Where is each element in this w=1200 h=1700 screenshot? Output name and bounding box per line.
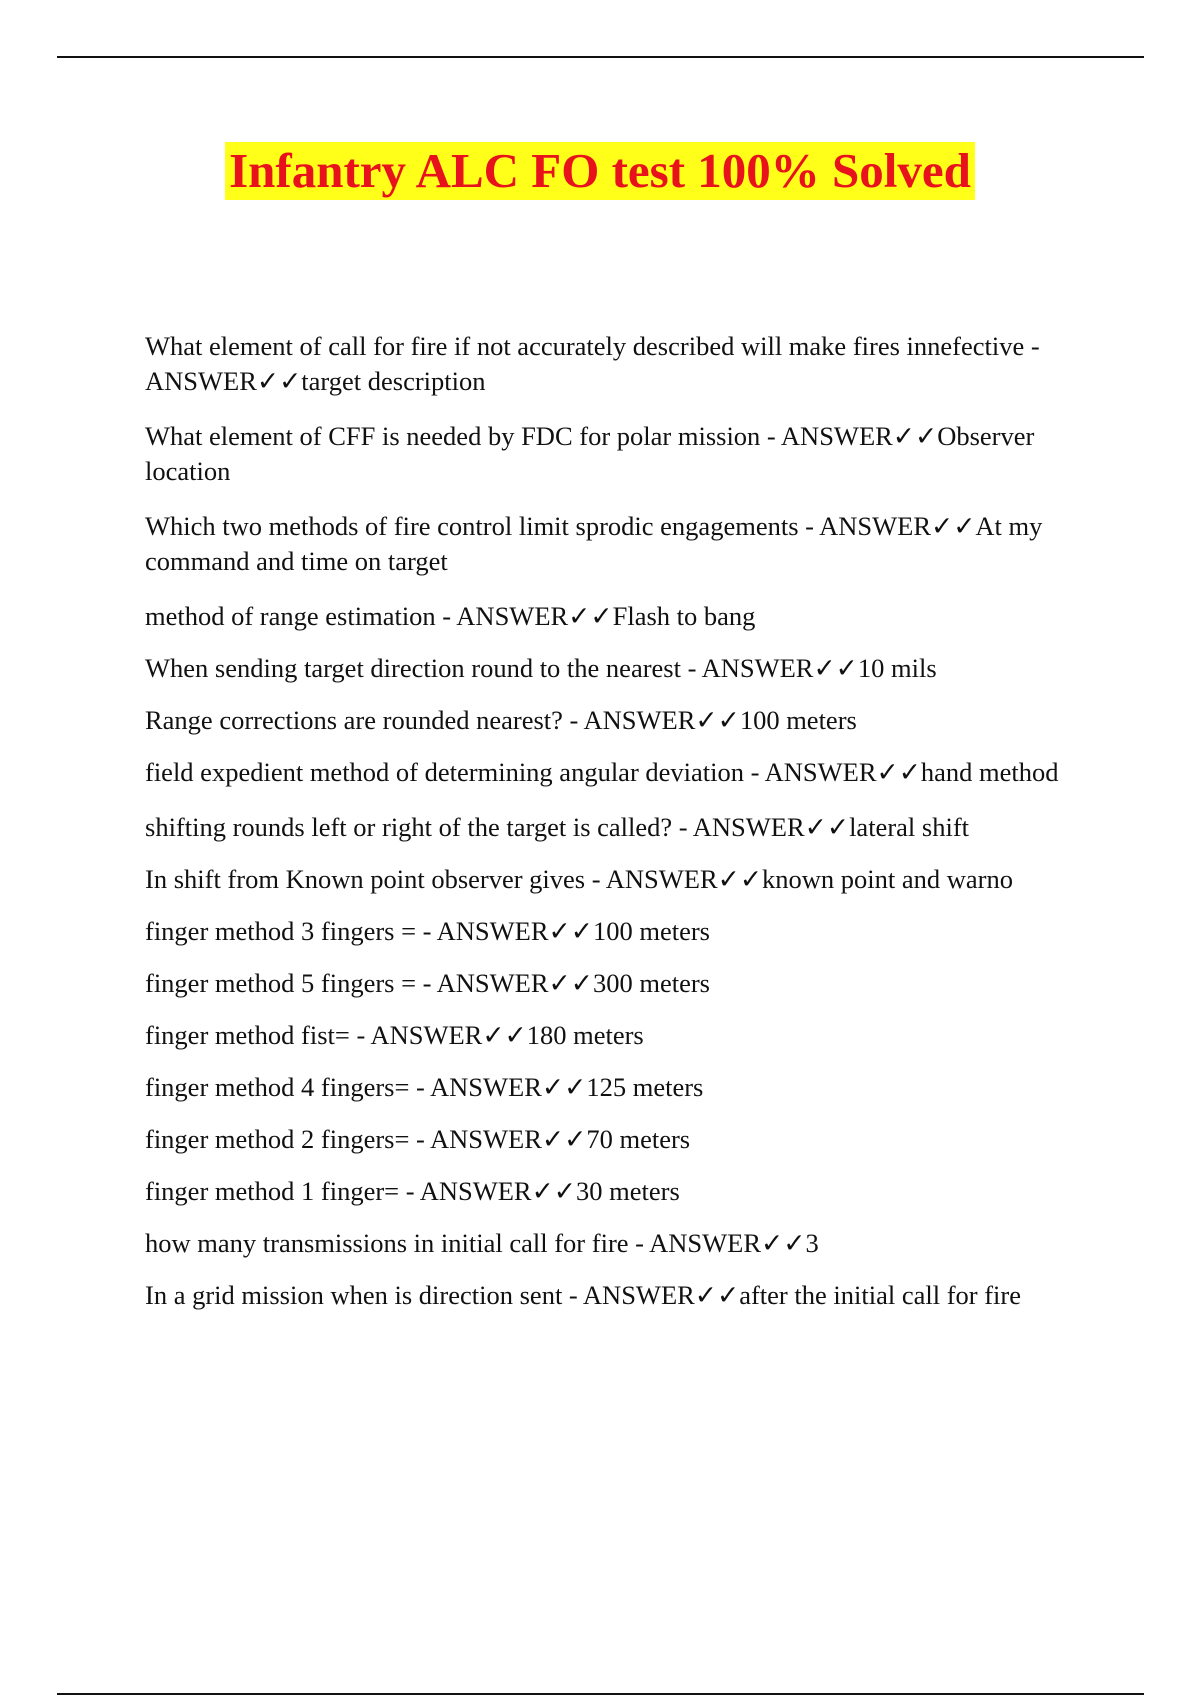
qa-item: field expedient method of determining angular deviation - ANSWER✓✓hand method: [145, 757, 1059, 787]
bottom-rule: [57, 1693, 1144, 1695]
qa-list: [145, 329, 1085, 1330]
qa-item: In a grid mission when is direction sent - ANSWER✓✓after the initial call for fire: [145, 1280, 1022, 1310]
qa-item: When sending target direction round to the nearest - ANSWER✓✓10 mils: [145, 653, 937, 683]
qa-item: finger method 4 fingers= - ANSWER✓✓125 meters: [145, 1072, 704, 1102]
qa-item: finger method 5 fingers = - ANSWER✓✓300 meters: [145, 968, 710, 998]
qa-item: finger method 2 fingers= - ANSWER✓✓70 meters: [145, 1124, 691, 1154]
qa-item: how many transmissions in initial call for fire - ANSWER✓✓3: [145, 1228, 819, 1258]
qa-item: What element of call for fire if not accurately described will make fires innefective - ANSWER✓✓target description: [145, 331, 1040, 396]
qa-item: finger method 1 finger= - ANSWER✓✓30 meters: [145, 1176, 680, 1206]
qa-item: Which two methods of fire control limit sprodic engagements - ANSWER✓✓At my command and time on target: [145, 511, 1043, 576]
document-title: Infantry ALC FO test 100% Solved: [225, 142, 975, 200]
title-block: [0, 142, 1200, 200]
qa-item: Range corrections are rounded nearest? - ANSWER✓✓100 meters: [145, 705, 857, 735]
qa-item: method of range estimation - ANSWER✓✓Flash to bang: [145, 601, 756, 631]
qa-item: In shift from Known point observer gives - ANSWER✓✓known point and warno: [145, 864, 1014, 894]
qa-item: finger method 3 fingers = - ANSWER✓✓100 meters: [145, 916, 710, 946]
qa-item: What element of CFF is needed by FDC for polar mission - ANSWER✓✓Observer location: [145, 421, 1035, 486]
qa-item: finger method fist= - ANSWER✓✓180 meters: [145, 1020, 644, 1050]
qa-item: shifting rounds left or right of the target is called? - ANSWER✓✓lateral shift: [145, 812, 970, 842]
top-rule: [57, 56, 1144, 58]
